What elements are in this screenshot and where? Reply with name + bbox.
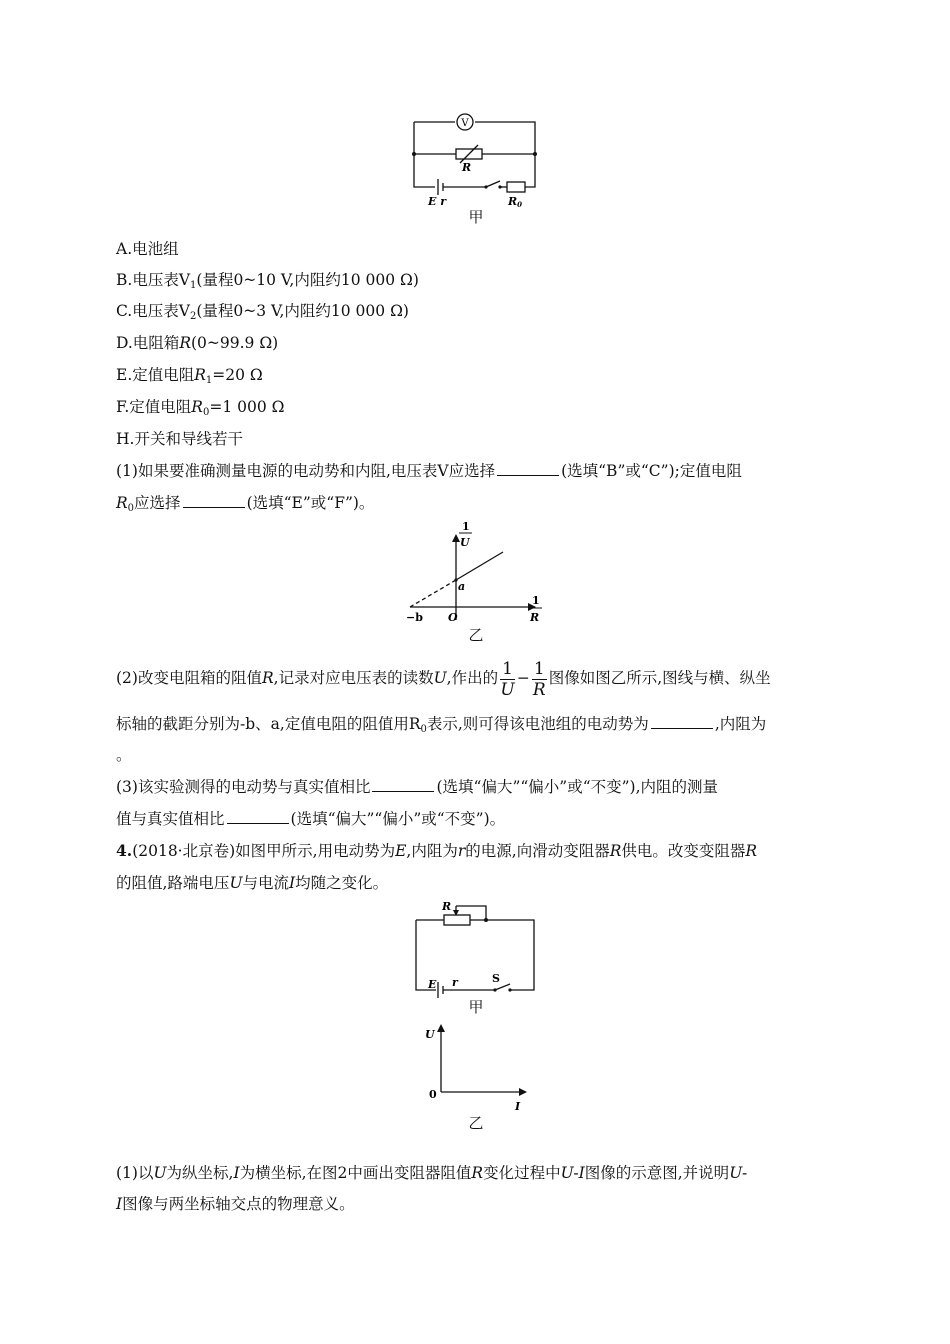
figure-caption-2: 乙 — [468, 626, 484, 644]
question-3-line1: (3)该实验测得的电动势与真实值相比 (选填“偏大”“偏小”或“不变”),内阻的测量 — [116, 778, 719, 796]
option-b: B.电压表$V_1$(量程0~10 V,内阻约10 000 Ω) — [116, 271, 419, 291]
u-axis-label: U — [425, 1028, 435, 1041]
switch-label: S — [492, 972, 500, 985]
option-d: D.电阻箱R(0~99.9 Ω) — [116, 334, 279, 352]
question-1-line2: $R_0$应选择 (选填“E”或“F”)。 — [116, 494, 375, 514]
graph-diagram-1 — [400, 520, 550, 630]
option-h: H.开关和导线若干 — [116, 430, 243, 448]
question-2-line1: (2)改变电阻箱的阻值R,记录对应电压表的读数U,作出的 $\frac{1}{U}$ − $\frac{1}{R}$ 图像如图乙所示,图线与横、纵坐 — [116, 658, 771, 700]
emf-label: E — [428, 978, 437, 991]
rheostat-label: R — [442, 900, 452, 913]
y-axis-label-den: U — [460, 536, 470, 549]
x-axis-label-num: 1 — [532, 594, 540, 607]
rheostat-label: R — [462, 161, 472, 174]
circuit-diagram-2 — [400, 898, 550, 998]
emf-label: E r — [428, 195, 447, 208]
fraction-1-over-u: $\frac{1}{U}$ — [500, 658, 515, 700]
problem-4-question-1-line1: (1)以U为纵坐标,I为横坐标,在图2中画出变阻器阻值R变化过程中U-I图像的示意图,并说明U- — [116, 1164, 748, 1182]
answer-blank[interactable] — [497, 461, 559, 476]
question-1-line1: (1)如果要准确测量电源的电动势和内阻,电压表V应选择 (选填“B”或“C”);定值电阻 — [116, 462, 742, 480]
answer-blank[interactable] — [372, 777, 434, 792]
problem-4-question-1-line2: I图像与两坐标轴交点的物理意义。 — [116, 1195, 355, 1213]
circuit-diagram-1 — [400, 112, 550, 212]
problem-4-line1: 4.(2018·北京卷)如图甲所示,用电动势为E,内阻为r的电源,向滑动变阻器R供电。改变变阻器R — [116, 841, 758, 860]
x-axis-label-den: R — [530, 611, 540, 624]
question-2-line2: 标轴的截距分别为-b、a,定值电阻的阻值用$R_0$表示,则可得该电池组的电动势为 ,内阻为 — [116, 715, 767, 735]
r0-label: R0 — [508, 195, 523, 209]
figure-caption-3: 甲 — [468, 998, 484, 1016]
origin-label: O — [448, 611, 458, 624]
intercept-b-label: −b — [406, 611, 423, 624]
answer-blank[interactable] — [183, 493, 245, 508]
intercept-a-label: a — [458, 580, 466, 593]
origin-label: 0 — [429, 1088, 437, 1101]
question-2-line3: 。 — [116, 746, 132, 764]
y-axis-label-num: 1 — [462, 520, 470, 533]
figure-caption-4: 乙 — [468, 1114, 484, 1132]
option-e: E.定值电阻$R_1=20$ Ω — [116, 366, 263, 386]
option-f: F.定值电阻$R_0=1$ 000 Ω — [116, 398, 285, 418]
answer-blank[interactable] — [227, 809, 289, 824]
internal-resistance-label: r — [452, 976, 458, 989]
fraction-1-over-r: $\frac{1}{R}$ — [532, 658, 546, 700]
problem-4-line2: 的阻值,路端电压U与电流I均随之变化。 — [116, 874, 389, 892]
option-a: A.电池组 — [116, 240, 179, 258]
option-c: C.电压表$V_2$(量程0~3 V,内阻约10 000 Ω) — [116, 302, 409, 322]
voltmeter-label: V — [461, 118, 469, 129]
answer-blank[interactable] — [651, 714, 713, 729]
figure-caption-1: 甲 — [468, 208, 484, 226]
question-3-line2: 值与真实值相比 (选填“偏大”“偏小”或“不变”)。 — [116, 810, 506, 828]
graph-diagram-2 — [415, 1020, 535, 1115]
i-axis-label: I — [515, 1100, 521, 1113]
